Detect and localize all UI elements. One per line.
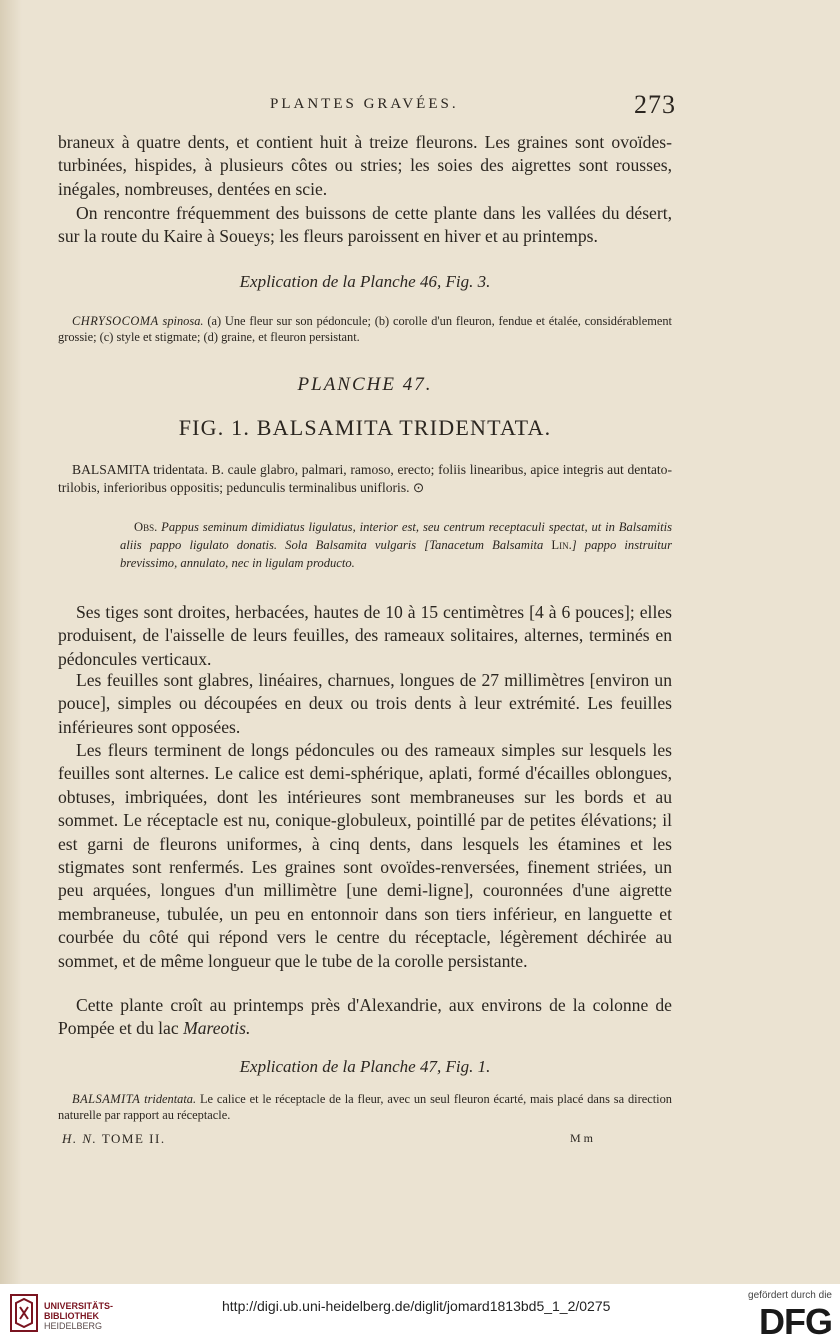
page-footer — [58, 1131, 672, 1151]
paragraph-6 — [58, 994, 672, 1041]
obs-label: Obs. — [134, 520, 158, 534]
caption-46-genus: CHRYSOCOMA — [72, 314, 159, 328]
viewer-bottom-bar — [0, 1284, 840, 1344]
ub-heidelberg-logo-icon — [10, 1293, 38, 1333]
planche-heading: PLANCHE 47. — [297, 374, 433, 395]
dfg-wordmark: DFG — [759, 1301, 832, 1342]
caption-47-text: Le calice et le réceptacle de la fleur, avec un seul fleuron écarté, mais placé dans sa direction naturelle par rapport au réceptacle. — [58, 1092, 672, 1123]
signature-mark: M m — [570, 1131, 594, 1145]
obs-lin: Lin. — [551, 538, 572, 552]
footer-tome — [62, 1131, 166, 1147]
caption-47-species: tridentata. — [144, 1092, 197, 1106]
paragraph-3: Ses tiges sont droites, herbacées, hautes de 10 à 15 centimètres [4 à 6 pouces]; elles produisent, de l'aisselle de leurs feuilles, des rameaux solitaires, alternes, terminés en pédoncules verticaux. — [58, 602, 672, 669]
logo-line-1: UNIVERSITÄTS- — [44, 1301, 114, 1311]
latin-diagnosis: BALSAMITA tridentata. B. caule glabro, palmari, ramoso, erecto; foliis linearibus, apice integris aut dentato-trilobis, inferioribus oppositis; pedunculis terminalibus unifloris. ⊙ — [58, 462, 672, 495]
running-head — [58, 92, 676, 122]
dfg-logo[interactable] — [712, 1286, 832, 1342]
logo-line-3: HEIDELBERG — [44, 1321, 103, 1331]
paragraph-4: Les feuilles sont glabres, linéaires, charnues, longues de 27 millimètres [environ un pouce], simples ou découpées en deux ou trois dents à leur extrémité. Les feuilles inférieures sont opposées. — [58, 670, 672, 737]
observation-note — [120, 518, 672, 572]
paragraph-1: braneux à quatre dents, et contient huit à treize fleurons. Les graines sont ovoïdes-turbinées, hispides, à plusieurs côtes ou stries; les soies des aigrettes sont rousses, inégales, nombreuses, dentées en scie. — [58, 132, 672, 199]
page-number: 273 — [634, 90, 676, 119]
caption-47 — [58, 1091, 672, 1124]
caption-47-genus: BALSAMITA — [72, 1092, 141, 1106]
figure-heading: FIG. 1. BALSAMITA TRIDENTATA. — [178, 415, 552, 440]
explanation-title-47: Explication de la Planche 47, Fig. 1. — [239, 1057, 491, 1076]
running-title: PLANTES GRAVÉES. — [270, 96, 459, 112]
logo-text — [44, 1301, 113, 1331]
paragraph-6-place: Mareotis. — [183, 1018, 251, 1039]
paragraph-6-text: Cette plante croît au printemps près d'Alexandrie, aux environs de la colonne de Pompée et du lac — [58, 995, 672, 1039]
page-edge-shadow — [0, 0, 22, 1284]
page-content — [58, 0, 676, 1284]
paragraph-2: On rencontre fréquemment des buissons de cette plante dans les vallées du désert, sur la route du Kaire à Soueys; les fleurs paroissent en hiver et au printemps. — [58, 203, 672, 247]
obs-text-end: ] pappo instruitur brevissimo, annulato, nec in ligulam producto. — [120, 538, 672, 570]
footer-tome-label: TOME II. — [101, 1131, 166, 1146]
caption-46-text: (a) Une fleur sur son pédoncule; (b) corolle d'un fleuron, fendue et étalée, considérablement grossie; (c) style et stigmate; (d) graine, et fleuron persistant. — [58, 314, 672, 345]
footer-hn: H. N. — [62, 1131, 98, 1146]
logo-line-2: BIBLIOTHEK — [44, 1311, 99, 1321]
permalink-url[interactable]: http://digi.ub.uni-heidelberg.de/diglit/jomard1813bd5_1_2/0275 — [222, 1298, 611, 1314]
university-library-logo[interactable] — [10, 1293, 120, 1335]
caption-46 — [58, 313, 672, 346]
dfg-funded-by: gefördert durch die — [748, 1290, 832, 1301]
paragraph-5: Les fleurs terminent de longs pédoncules ou des rameaux simples sur lesquels les feuilles sont alternes. Le calice est demi-sphérique, aplati, formé d'écailles oblongues, obtuses, imbriquées, dont les intérieures sont membraneuses sur les bords et au sommet. Le réceptacle est nu, conique-globuleux, pointillé par de petites élévations; il est garni de fleurons uniformes, à cinq dents, dans lesquels les étamines et les stigmates sont renfermés. Les graines sont ovoïdes-renversées, finement striées, un peu arquées, longues d'un millimètre [une demi-ligne], couronnées d'une aigrette membraneuse, tubulée, un peu en entonnoir dans son tiers inférieur, en languette et courbée du côté qui répond vers le centre du réceptacle, légèrement déchirée au sommet, et de même longueur que le tube de la corolle persistante. — [58, 740, 672, 971]
explanation-title-46: Explication de la Planche 46, Fig. 3. — [239, 272, 491, 291]
obs-text: Pappus seminum dimidiatus ligulatus, interior est, seu centrum receptaculi spectat, ut in Balsamitis aliis pappo ligulato donatis. Sola Balsamita vulgaris [Tanacetum Balsamita — [120, 520, 672, 552]
caption-46-species: spinosa. — [162, 314, 204, 328]
